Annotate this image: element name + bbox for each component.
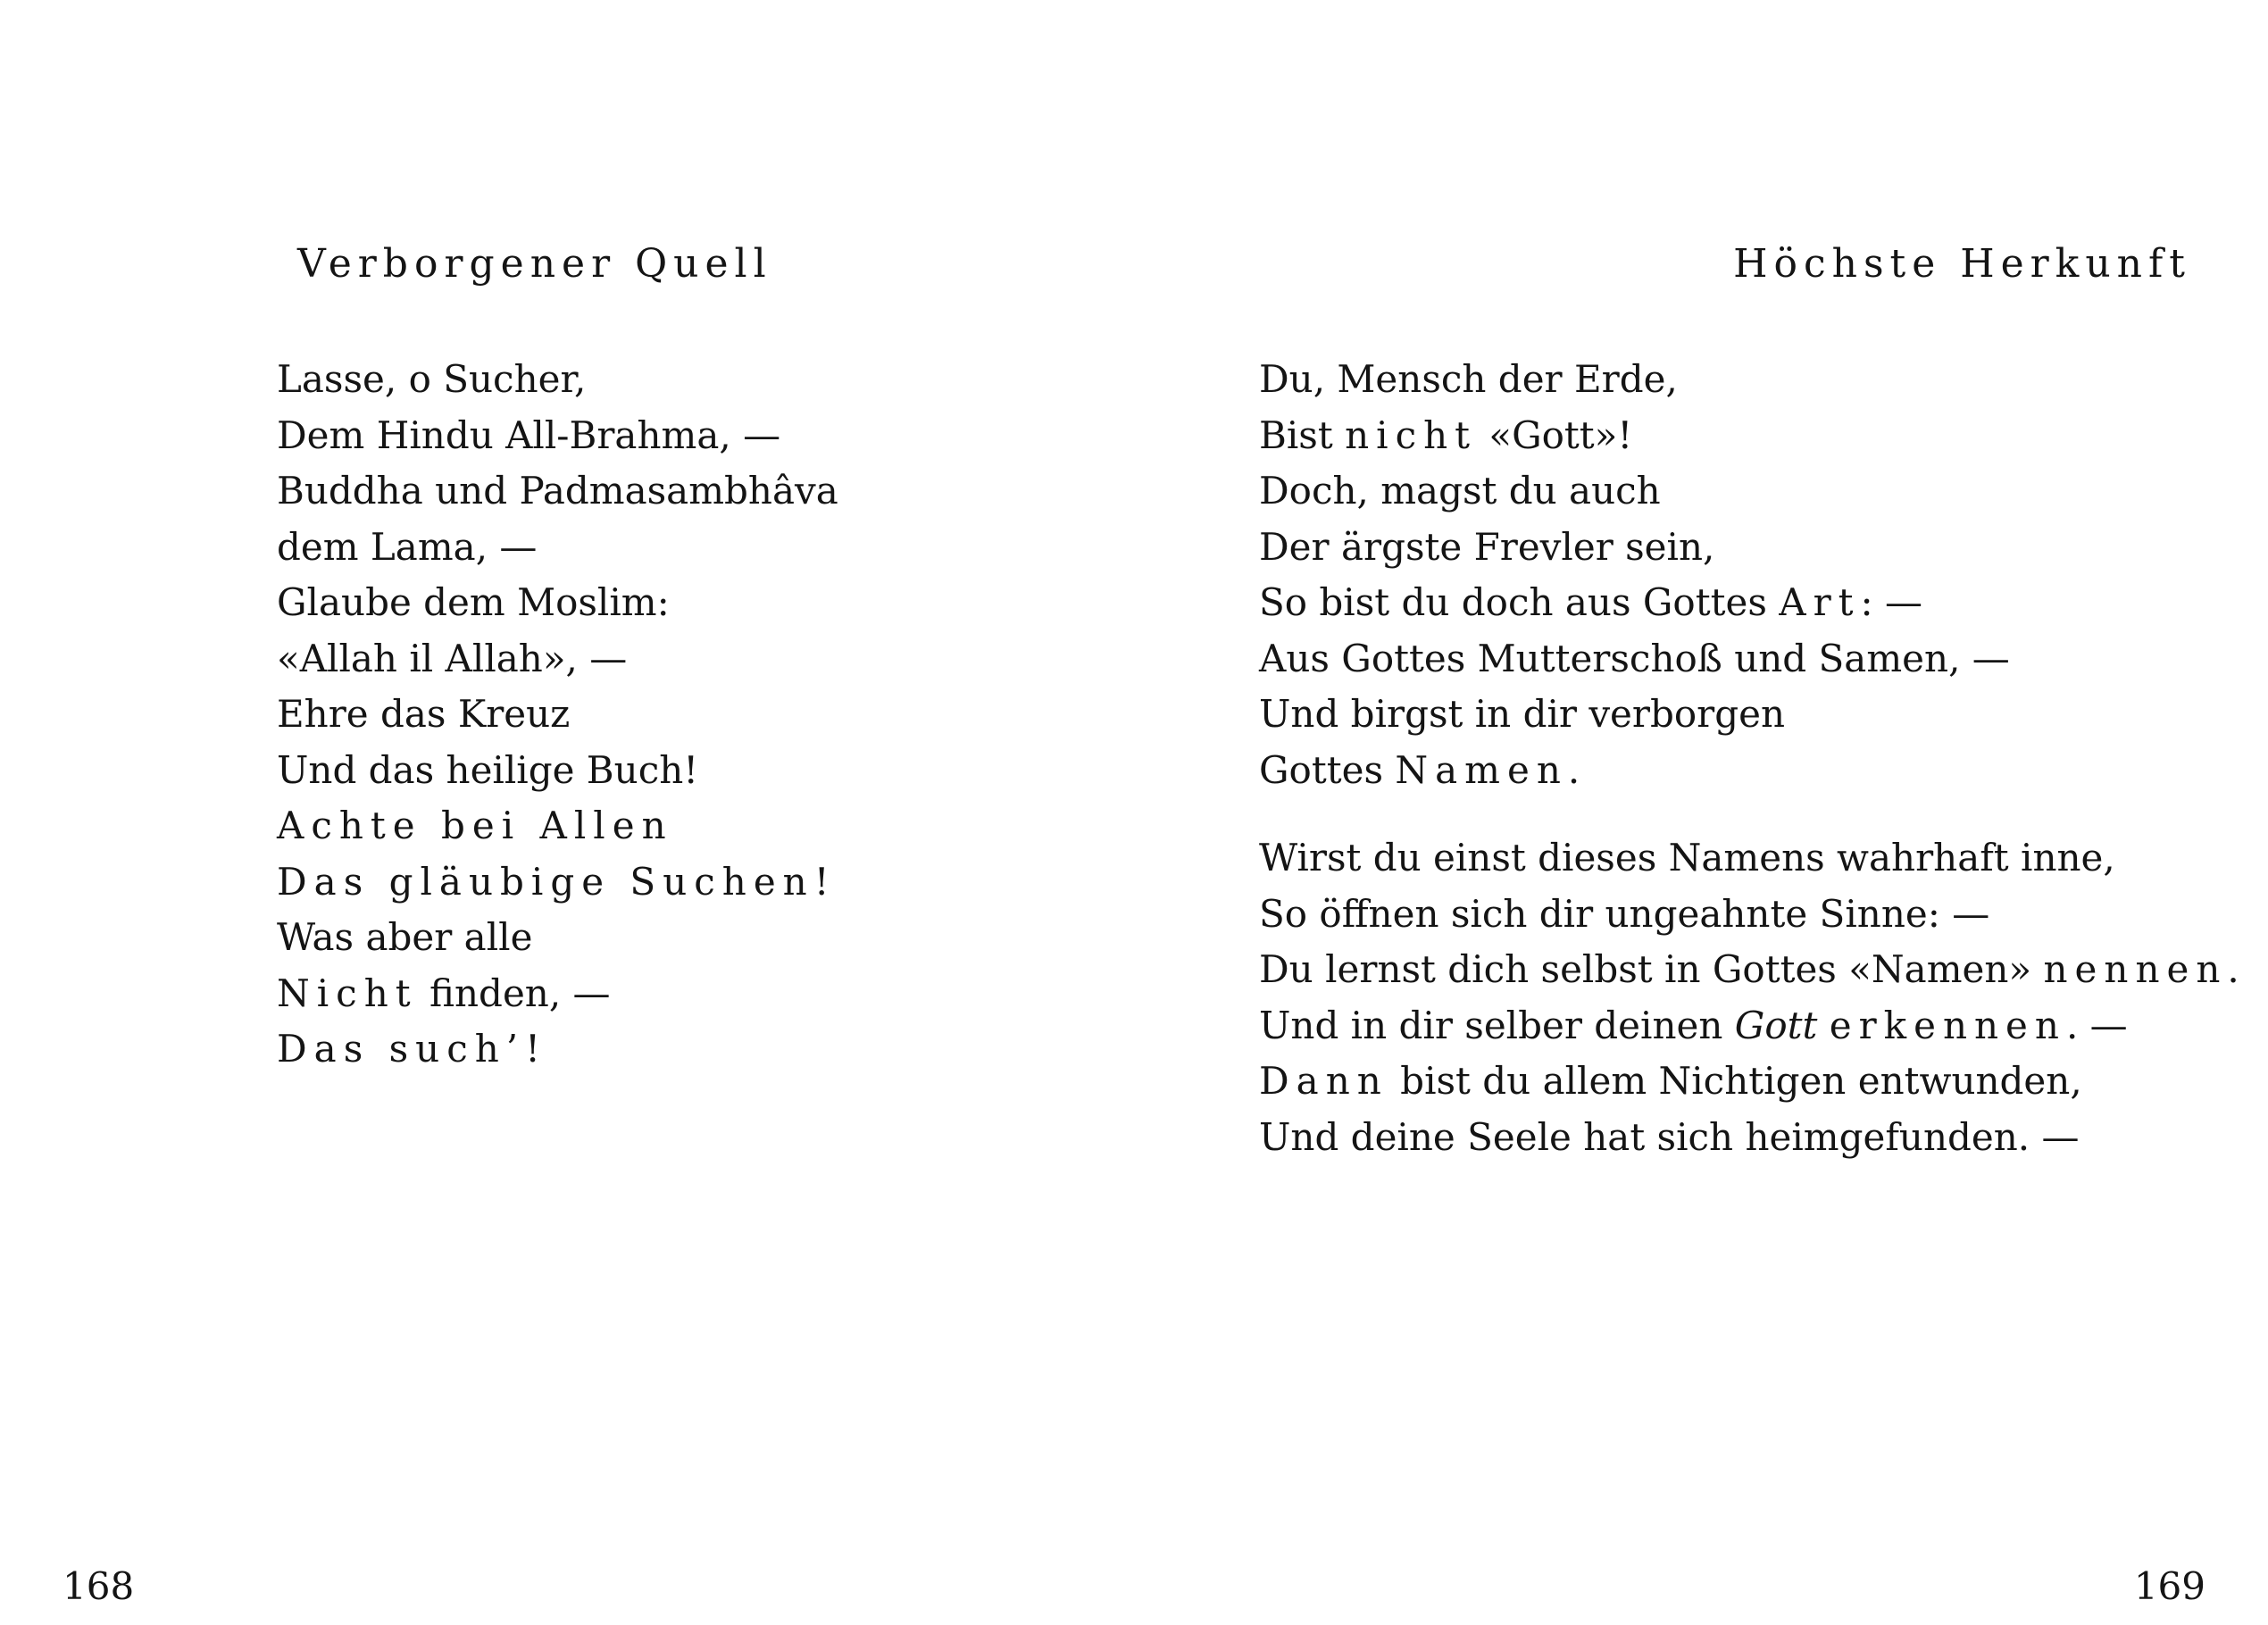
poem-hoechste-herkunft bbox=[1259, 352, 2239, 1165]
poem-line: Der ärgste Frevler sein, bbox=[1259, 524, 1715, 569]
poem-line: So öffnen sich dir ungeahnte Sinne: — bbox=[1259, 891, 1990, 936]
page-number-left: 168 bbox=[63, 1564, 135, 1608]
poem-line: So bist du doch aus Gottes Art: — bbox=[1259, 580, 1923, 624]
poem-line: Was aber alle bbox=[277, 915, 533, 959]
poem-line: Glaube dem Moslim: bbox=[277, 580, 670, 624]
poem-line: Und das heilige Buch! bbox=[277, 747, 699, 792]
poem-line: Wirst du einst dieses Namens wahrhaft inne, bbox=[1259, 836, 2115, 879]
poem-line: Gottes Namen. bbox=[1259, 747, 1580, 792]
poem-line: dem Lama, — bbox=[277, 524, 538, 569]
poem-line: Lasse, o Sucher, bbox=[277, 357, 587, 401]
poem-line: Dem Hindu All-Brahma, — bbox=[277, 412, 781, 457]
poem-line: Nicht finden, — bbox=[277, 971, 611, 1015]
poem-line: Doch, magst du auch bbox=[1259, 469, 1661, 512]
poem-line: Aus Gottes Mutterschoß und Samen, — bbox=[1259, 636, 2010, 680]
poem-line-spaced: Das gläubige Suchen! bbox=[277, 859, 837, 904]
poem-line: Ehre das Kreuz bbox=[277, 692, 571, 736]
poem-line: Du, Mensch der Erde, bbox=[1259, 357, 1678, 401]
poem-line: Buddha und Padmasambhâva bbox=[277, 469, 838, 512]
poem-line: Du lernst dich selbst in Gottes «Namen» nennen. bbox=[1259, 947, 2239, 991]
poem-line: «Allah il Allah», — bbox=[277, 636, 628, 680]
poem-line-spaced: Achte bei Allen bbox=[277, 804, 673, 847]
poem-line: Und birgst in dir verborgen bbox=[1259, 692, 1786, 736]
poem-title-verborgener-quell: Verborgener Quell bbox=[297, 241, 772, 287]
poem-line: Bist nicht «Gott»! bbox=[1259, 412, 1633, 457]
poem-line: Und deine Seele hat sich heimgefunden. — bbox=[1259, 1114, 2080, 1159]
stanza-break bbox=[1259, 798, 2239, 830]
poem-line: Dann bist du allem Nichtigen entwunden, bbox=[1259, 1059, 2082, 1103]
right-page bbox=[1134, 0, 2268, 1625]
poem-verborgener-quell bbox=[277, 352, 838, 1078]
poem-line-spaced: Das such’! bbox=[277, 1027, 548, 1071]
page-number-right: 169 bbox=[2133, 1564, 2205, 1608]
poem-line: Und in dir selber deinen Gott erkennen. — bbox=[1259, 1003, 2128, 1047]
poem-title-hoechste-herkunft: Höchste Herkunft bbox=[1733, 241, 2191, 287]
